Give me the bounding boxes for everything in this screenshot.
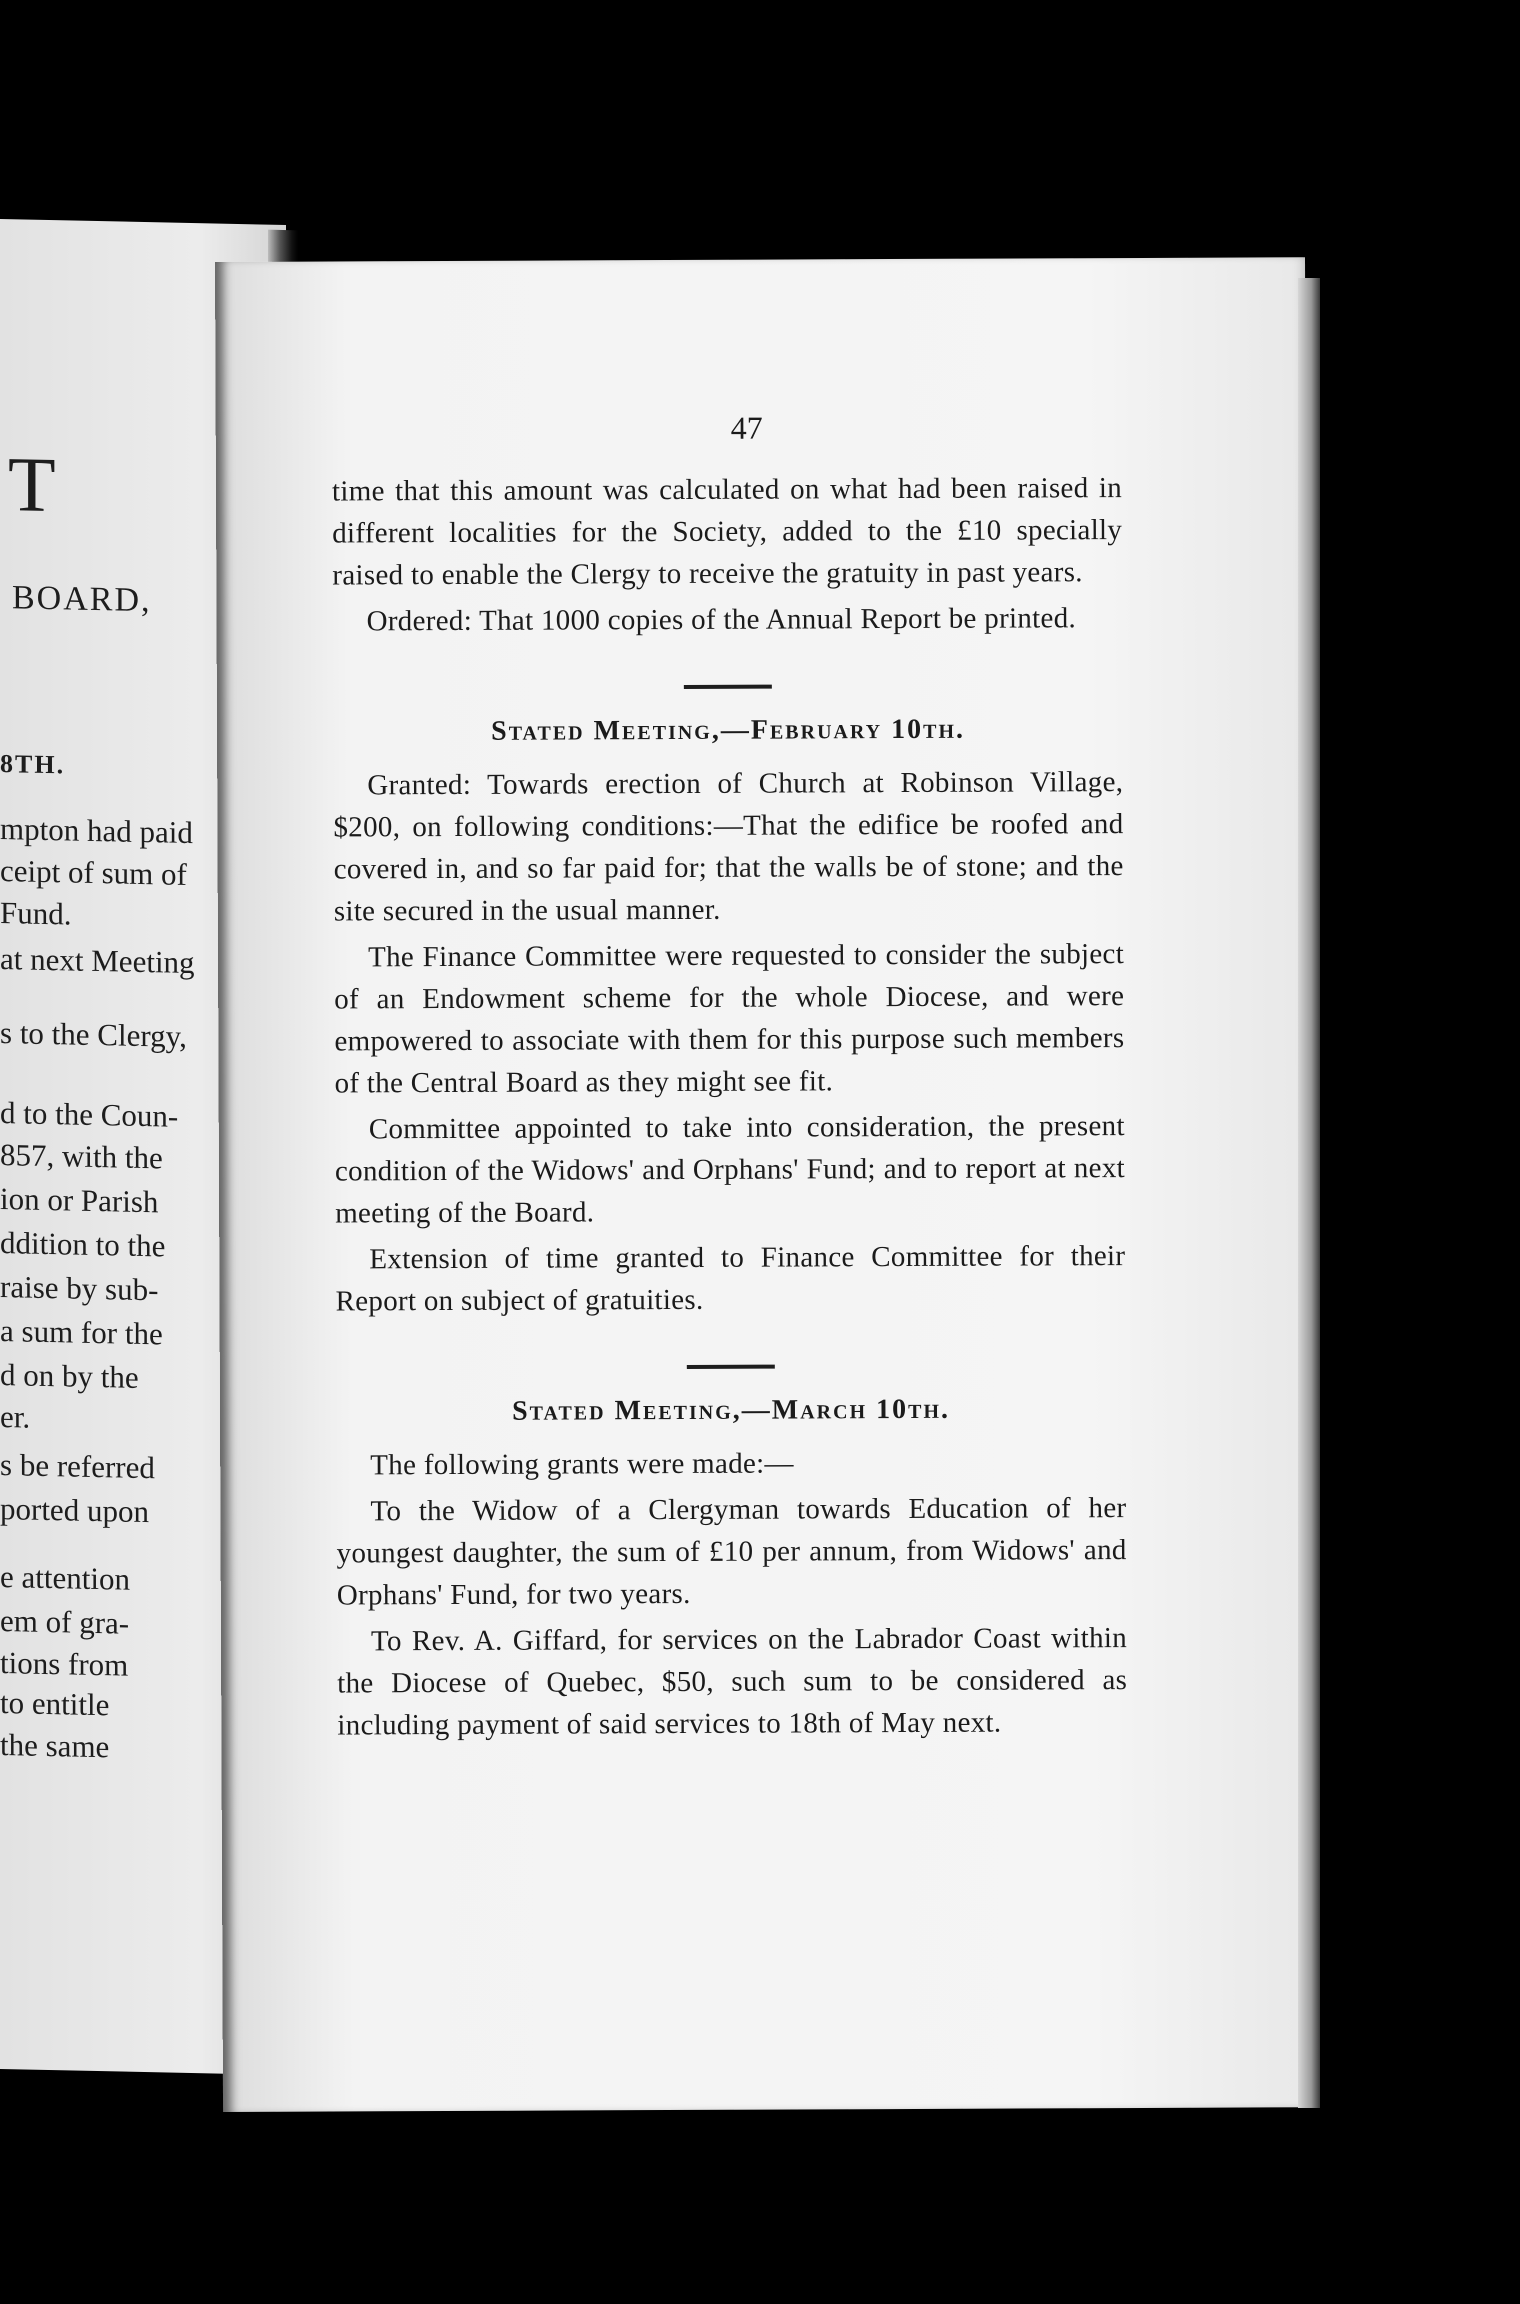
paragraph-finance-committee: The Finance Committee were requested to consider the subject of an Endowment scheme for the whole Diocese, and were empowered to associate with them for this purpose such members of the Central Board as they might see fit. [334, 938, 1125, 1100]
left-page-line: tions from [0, 1645, 129, 1683]
section-heading-march: Stated Meeting,—March 10th. [511, 1393, 951, 1427]
left-page-line: ported upon [0, 1491, 149, 1530]
left-page-board-heading: BOARD, [12, 579, 152, 620]
left-page-line: the same [0, 1727, 110, 1765]
left-page-title-letter: T [8, 440, 56, 529]
left-page-line: raise by sub- [0, 1269, 159, 1308]
left-page-line: er. [0, 1399, 31, 1435]
continuation-paragraph: time that this amount was calculated on what had been raised in different localities for the Society, added to the £10 specially raised to enable the Clergy to receive the gratuity in past years. [331, 472, 1123, 592]
left-page-line: e attention [0, 1559, 130, 1597]
paragraph-extension: Extension of time granted to Finance Committee for their Report on subject of gratuities. [335, 1240, 1126, 1318]
left-page-line: 857, with the [0, 1137, 163, 1176]
left-page-line: em of gra- [0, 1603, 130, 1641]
page-edge-shadow [1298, 278, 1320, 2108]
page-number: 47 [730, 409, 763, 446]
left-page-line: ion or Parish [0, 1181, 159, 1220]
paragraph-giffard-grant: To Rev. A. Giffard, for services on the Labrador Coast within the Diocese of Quebec, $50, such sum to be considered as including payment of said services to 18th of May next. [337, 1622, 1128, 1742]
section-divider [684, 685, 772, 689]
left-page-line: s to the Clergy, [0, 1015, 187, 1054]
left-page-line: at next Meeting [0, 941, 195, 981]
left-page-line: to entitle [0, 1685, 110, 1723]
left-page-line: d on by the [0, 1357, 139, 1395]
ordered-paragraph: Ordered: That 1000 copies of the Annual Report be printed. [366, 602, 1077, 638]
paragraph-church-grant: Granted: Towards erection of Church at Robinson Village, $200, on following conditions:—That the edifice be roofed and covered in, and so far paid for; that the walls be of stone; and the site secured in the usual manner. [333, 766, 1124, 928]
left-page-date-heading: 8TH. [0, 749, 66, 780]
section-divider [687, 1365, 775, 1369]
left-page-line: a sum for the [0, 1313, 163, 1352]
section-heading-february: Stated Meeting,—February 10th. [491, 713, 966, 747]
left-page-line: Fund. [0, 895, 72, 932]
left-page-line: ddition to the [0, 1225, 166, 1264]
left-page-line: s be referred [0, 1447, 155, 1486]
left-page-line: ceipt of sum of [0, 853, 187, 892]
paragraph-widows-fund: Committee appointed to take into consideration, the present condition of the Widows' and Orphans' Fund; and to report at next meeting of the Board. [334, 1110, 1126, 1230]
paragraph-grants-intro: The following grants were made:— [370, 1447, 794, 1482]
paragraph-widow-grant: To the Widow of a Clergyman towards Education of her youngest daughter, the sum of £10 per annum, from Widows' and Orphans' Fund, for two years. [336, 1492, 1127, 1612]
page-text-block [332, 408, 1128, 1750]
right-page [215, 257, 1313, 2112]
left-page-line: d to the Coun- [0, 1095, 179, 1134]
left-page-line: mpton had paid [0, 811, 193, 851]
